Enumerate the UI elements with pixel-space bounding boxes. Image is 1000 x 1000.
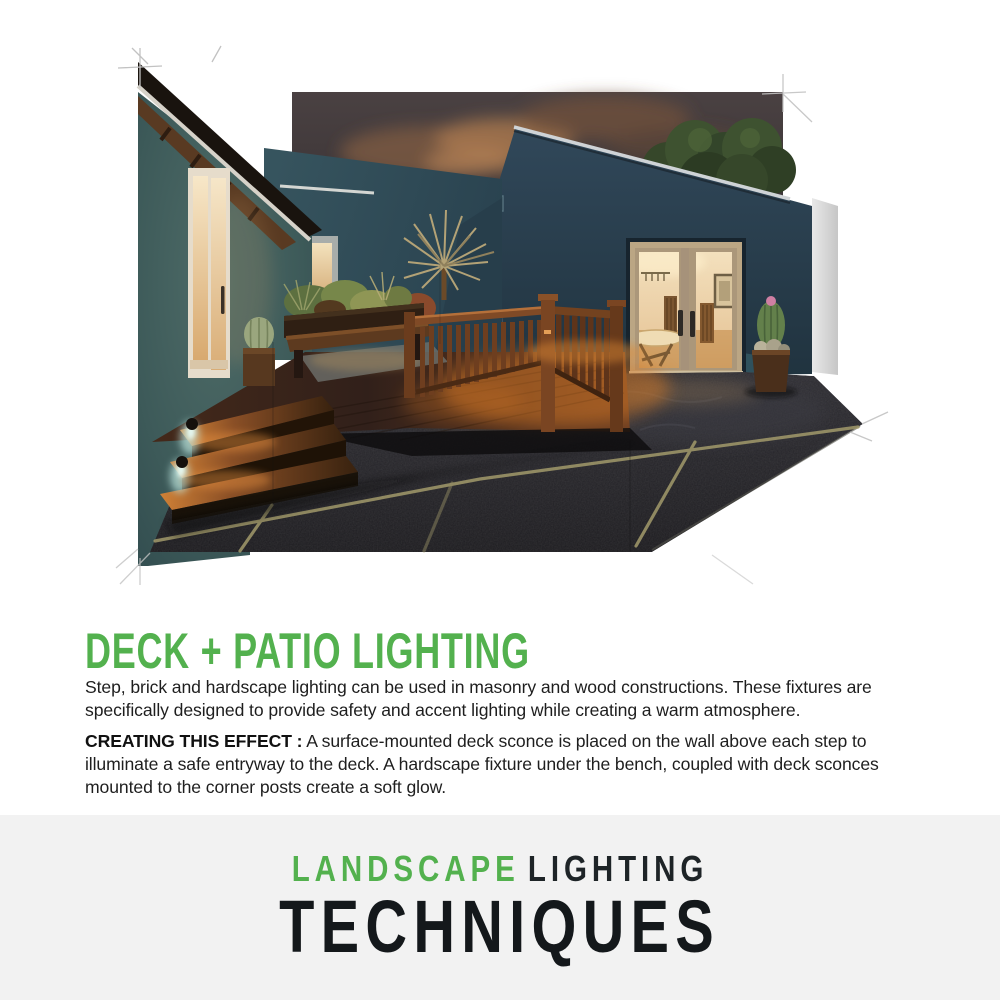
effect-label: CREATING THIS EFFECT : — [85, 730, 303, 751]
cactus-flower — [766, 296, 776, 306]
door-handle-left — [678, 310, 683, 336]
light-wall-panel — [812, 198, 838, 375]
door-handle-right — [690, 311, 695, 337]
french-doors — [622, 238, 746, 378]
deck-cactus-pot — [243, 317, 275, 386]
effect-text: A surface-mounted deck sconce is placed on the wall above each step to illuminate a safe entryway to the deck. A hardscape fixture under the bench, coupled with deck sconces mounted to the corner posts create a soft glow. — [85, 730, 879, 797]
intro-paragraph: Step, brick and hardscape lighting can be used in masonry and wood constructions. These fixtures are specifically designed to provide safety and accent lighting while creating a warm atmosphere. — [85, 676, 872, 720]
railing-end-post — [610, 306, 623, 432]
brand-word-landscape: LANDSCAPE — [291, 848, 520, 889]
footer-title: TECHNIQUES — [279, 885, 721, 968]
lit-entry-door — [188, 168, 230, 378]
brand-line — [0, 848, 1000, 890]
railing-post-left — [404, 312, 415, 398]
railing-corner-post — [541, 300, 555, 432]
entry-door-handle — [221, 286, 225, 314]
effect-paragraph — [85, 730, 925, 799]
post-sconce-glint — [544, 330, 551, 334]
page-title: DECK + PATIO LIGHTING — [85, 623, 530, 680]
brand-word-lighting: LIGHTING — [527, 848, 709, 889]
footer-band — [0, 815, 1000, 1000]
